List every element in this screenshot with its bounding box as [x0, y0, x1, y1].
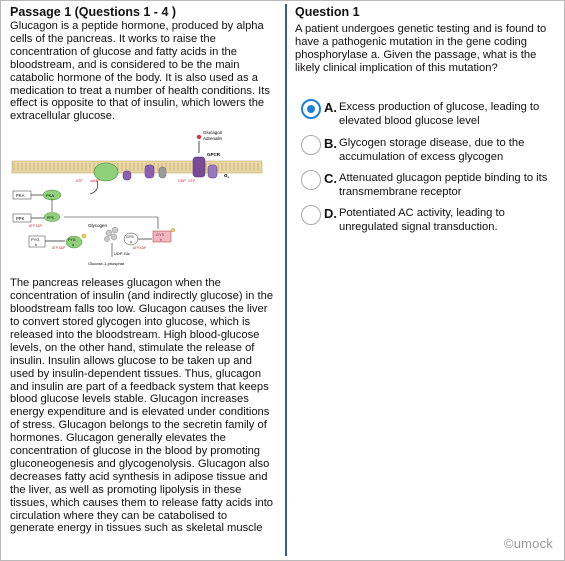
g-protein-beta-icon: [159, 167, 166, 178]
radio-option-a[interactable]: [301, 99, 321, 119]
fig-atp-adp-3: ATP ADP: [133, 246, 147, 251]
passage-paragraph-2: The pancreas releases glucagon when the concentration of insulin (and indirectly glucose) in the bloodstream falls too low. Glucagon causes the liver to convert stored glycogen into glucose, which is released into the bloodstream. High blood-glucose levels, on the other hand, stimulate the release of insulin. Insulin allows glucose to be taken up and used by insulin-dependent tissues. Thus, glucagon and insulin are part of a feedback system that keeps blood glucose levels stable. Glucagon increases energy expenditure and is elevated under conditions of stress. Glucagon belongs to the secretin family of hormones. Glucagon generally elevates the concentration of glucose in the blood by promoting gluconeogenesis and glycogenolysis. Glucagon also decreases fatty acid synthesis in adipose tissue and the liver, as well as promoting lipolysis in these tissues, which causes them to release fatty acids into circulation where they can be catabolised to generate energy in tissues such as skeletal muscle: [10, 277, 274, 535]
fig-atp-label: ATP: [76, 179, 83, 184]
option-a-letter: A.: [324, 100, 337, 115]
fig-pyg-b-sub: b: [35, 243, 37, 248]
fig-ppk-label: PPK: [16, 216, 25, 222]
phospho-p2-icon: [171, 228, 175, 232]
radio-option-b[interactable]: [301, 135, 321, 155]
fig-pka-active-label: PKA: [46, 193, 55, 199]
fig-pyg-b-label: PYG: [31, 237, 40, 243]
fig-gys-b-label: GYS: [156, 233, 165, 238]
passage-panel: [0, 0, 282, 561]
gs-protein-icon: [208, 165, 217, 178]
radio-option-c[interactable]: [301, 170, 321, 190]
g-protein-icon: [145, 165, 154, 178]
fig-gtp-label: GTP: [188, 179, 196, 184]
passage-title: Passage 1 (Questions 1 - 4 ): [10, 5, 177, 19]
fig-pyg-a-sub: a: [72, 243, 74, 248]
umock-watermark: ©umock: [503, 536, 553, 551]
option-b-text: Glycogen storage disease, due to the accumulation of excess glycogen: [339, 137, 525, 163]
radio-option-d[interactable]: [301, 205, 321, 225]
fig-atp-adp-2: ATP ADP: [52, 246, 66, 251]
passage-paragraph-1: Glucagon is a peptide hormone, produced by alpha cells of the pancreas. It works to raise the concentration of glucose and fatty acids in the bloodstream, and is considered to be the main catabolic hormone of the body. It is also used as a medication to treat a number of health conditions. Its effect is opposite to that of insulin, which lowers the extracellular glucose.: [10, 20, 270, 123]
fig-ppk-active-label: PPK: [47, 216, 55, 221]
answer-option-b[interactable]: [301, 134, 559, 164]
fig-gys-a-label: GYS: [126, 235, 134, 240]
fig-gs-label: $G_s$: [224, 173, 230, 180]
option-d-letter: D.: [324, 206, 337, 221]
fig-gdp-label: GDP: [178, 179, 186, 184]
glucagon-signaling-figure: [10, 127, 270, 269]
option-a-text: Excess production of glucose, leading to elevated blood glucose level: [339, 101, 540, 127]
option-b-letter: B.: [324, 136, 337, 151]
answer-option-c[interactable]: [301, 169, 559, 199]
glucagon-dot-icon: [197, 135, 201, 139]
fig-gpcr-label: GPCR: [207, 152, 221, 158]
fig-glycogen-label: Glycogen: [88, 223, 108, 229]
gpcr-receptor-icon: [193, 157, 205, 177]
option-d-text: Potentiated AC activity, leading to unregulated signal transduction.: [339, 207, 505, 233]
fig-atp-adp-1: ATP ADP: [29, 224, 43, 229]
phospho-p-icon: [82, 234, 86, 238]
fig-g1p-label: Glucose-1-phosphat: [88, 261, 125, 267]
panel-divider: [285, 4, 287, 556]
fig-pyg-a-label: PYG: [68, 238, 76, 243]
question-stem: A patient undergoes genetic testing and is found to have a pathogenic mutation in the gene coding phosphorylase a. Given the passage, what is the likely clinical implication of this mutation?: [295, 23, 547, 74]
answer-option-a[interactable]: [301, 98, 559, 128]
g-protein-alpha-icon: [123, 171, 131, 180]
question-panel: [295, 0, 557, 561]
glycogen-icon: [104, 227, 118, 242]
fig-gys-b-sub: b: [160, 238, 162, 243]
fig-pka-label: PKA: [16, 193, 25, 199]
question-title: Question 1: [295, 5, 360, 19]
fig-udp-glc-label: UDP-Glc: [114, 251, 130, 257]
cell-membrane: [12, 161, 262, 173]
fig-glucagon-label: Glucagon: [203, 130, 223, 136]
fig-adrenalin-label: Adrenalin: [203, 136, 223, 142]
answer-option-d[interactable]: [301, 204, 559, 234]
option-c-text: Attenuated glucagon peptide binding to its transmembrane receptor: [339, 172, 548, 198]
fig-gys-a-sub: a: [130, 240, 132, 245]
option-c-letter: C.: [324, 171, 337, 186]
fig-camp-label: cAMP: [90, 179, 100, 184]
